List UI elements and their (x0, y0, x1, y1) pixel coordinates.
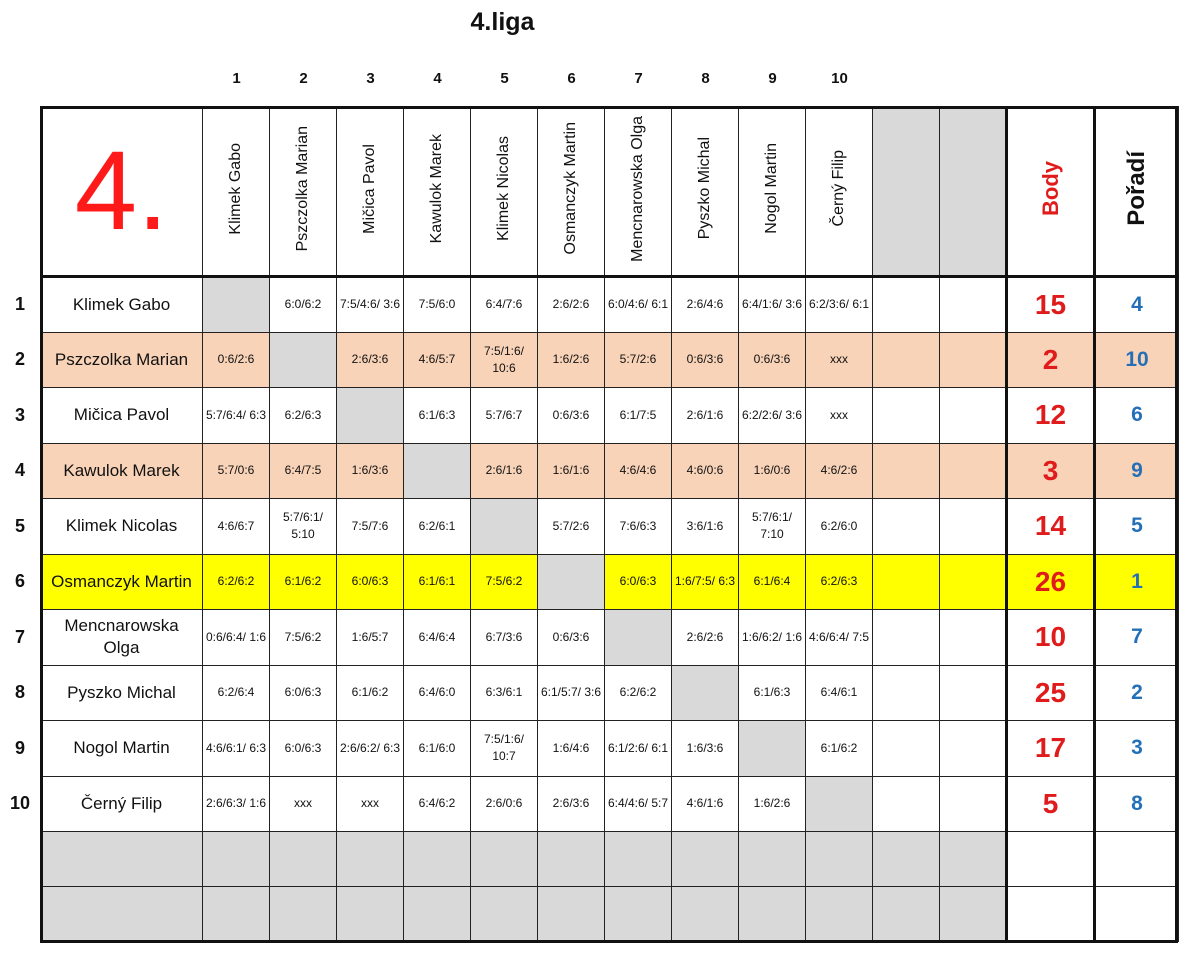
row-number: 3 (14, 404, 25, 425)
column-header-label: Klimek Nicolas (495, 136, 512, 241)
empty-cell (940, 554, 1007, 610)
empty-cell (940, 665, 1007, 721)
match-score: 6:2/6:2 (605, 665, 672, 721)
empty-cell (605, 832, 672, 887)
points-value: 10 (1007, 610, 1095, 666)
match-score: 6:0/6:2 (270, 277, 337, 333)
rank-header-cell (1095, 107, 1179, 277)
match-score: 7:5/6:2 (471, 554, 538, 610)
column-header (538, 107, 605, 277)
empty-cell (1095, 887, 1179, 942)
column-header-label: Mičica Pavol (361, 143, 378, 234)
empty-cell (739, 887, 806, 942)
column-number: 1 (232, 70, 241, 87)
row-number: 5 (14, 515, 25, 536)
empty-cell (41, 832, 203, 887)
league-table (40, 106, 1179, 942)
row-number: 6 (14, 571, 25, 592)
row-number: 4 (14, 460, 25, 481)
column-number: 3 (366, 70, 375, 87)
empty-cell (806, 832, 873, 887)
table-row (41, 610, 1179, 666)
empty-cell (203, 832, 270, 887)
match-score: 7:5/6:0 (404, 277, 471, 333)
header-row (41, 107, 1179, 277)
match-score: 4:6/5:7 (404, 332, 471, 388)
points-value: 12 (1007, 388, 1095, 444)
match-score: 6:2/6:3 (270, 388, 337, 444)
empty-cell (404, 832, 471, 887)
row-number: 2 (14, 349, 25, 370)
self-match-cell (404, 443, 471, 499)
match-score: 5:7/0:6 (203, 443, 270, 499)
empty-cell (940, 443, 1007, 499)
self-match-cell (270, 332, 337, 388)
empty-cell (471, 832, 538, 887)
match-score: xxx (270, 776, 337, 832)
match-score: 6:0/6:3 (337, 554, 404, 610)
table-row (41, 332, 1179, 388)
empty-cell (1095, 832, 1179, 887)
self-match-cell (337, 388, 404, 444)
column-number: 9 (768, 70, 777, 87)
empty-cell (1007, 887, 1095, 942)
column-header (337, 107, 404, 277)
column-header (404, 107, 471, 277)
match-score: 4:6/1:6 (672, 776, 739, 832)
match-score: 5:7/2:6 (605, 332, 672, 388)
player-name: Černý Filip (41, 776, 203, 832)
empty-cell (940, 332, 1007, 388)
match-score: 5:7/6:1/ 7:10 (739, 499, 806, 555)
match-score: 2:6/6:2/ 6:3 (337, 721, 404, 777)
match-score: 6:0/6:3 (270, 665, 337, 721)
column-number: 5 (500, 70, 509, 87)
column-header (605, 107, 672, 277)
table-row (41, 388, 1179, 444)
match-score: 1:6/3:6 (337, 443, 404, 499)
empty-cell (873, 277, 940, 333)
rank-value: 10 (1095, 332, 1179, 388)
match-score: 6:1/5:7/ 3:6 (538, 665, 605, 721)
rank-value: 4 (1095, 277, 1179, 333)
self-match-cell (806, 776, 873, 832)
match-score: 0:6/6:4/ 1:6 (203, 610, 270, 666)
empty-cell (873, 554, 940, 610)
match-score: 6:0/6:3 (270, 721, 337, 777)
player-name: Pszczolka Marian (41, 332, 203, 388)
match-score: 6:4/6:4 (404, 610, 471, 666)
self-match-cell (672, 665, 739, 721)
match-score: 6:2/6:0 (806, 499, 873, 555)
match-score: 6:2/3:6/ 6:1 (806, 277, 873, 333)
column-header (270, 107, 337, 277)
column-number: 2 (299, 70, 308, 87)
empty-cell (940, 721, 1007, 777)
column-header-label: Pyszko Michal (696, 137, 713, 240)
player-name: Mencnarowska Olga (41, 610, 203, 666)
match-score: 6:1/6:0 (404, 721, 471, 777)
match-score: 7:5/6:2 (270, 610, 337, 666)
match-score: 4:6/6:4/ 7:5 (806, 610, 873, 666)
self-match-cell (739, 721, 806, 777)
points-value: 26 (1007, 554, 1095, 610)
column-header (672, 107, 739, 277)
column-header-label: Černý Filip (830, 150, 847, 227)
empty-cell (605, 887, 672, 942)
match-score: 0:6/3:6 (739, 332, 806, 388)
empty-cell (940, 887, 1007, 942)
match-score: 0:6/3:6 (538, 610, 605, 666)
column-header-label: Kawulok Marek (428, 133, 445, 244)
rank-value: 6 (1095, 388, 1179, 444)
match-score: 6:3/6:1 (471, 665, 538, 721)
match-score: 6:7/3:6 (471, 610, 538, 666)
empty-cell (41, 887, 203, 942)
match-score: 0:6/2:6 (203, 332, 270, 388)
empty-cell (873, 721, 940, 777)
match-score: 1:6/2:6 (538, 332, 605, 388)
points-value: 14 (1007, 499, 1095, 555)
match-score: 2:6/4:6 (672, 277, 739, 333)
match-score: 3:6/1:6 (672, 499, 739, 555)
points-value: 17 (1007, 721, 1095, 777)
row-number: 10 (9, 793, 31, 814)
match-score: 4:6/0:6 (672, 443, 739, 499)
column-header (739, 107, 806, 277)
page-title: 4.liga (470, 8, 535, 36)
empty-cell (739, 832, 806, 887)
match-score: 6:1/6:3 (404, 388, 471, 444)
table-row (41, 554, 1179, 610)
table-row (41, 499, 1179, 555)
match-score: xxx (806, 388, 873, 444)
empty-cell (471, 887, 538, 942)
column-number: 6 (567, 70, 576, 87)
empty-cell (404, 887, 471, 942)
match-score: 6:4/1:6/ 3:6 (739, 277, 806, 333)
rank-value: 9 (1095, 443, 1179, 499)
column-number: 4 (433, 70, 442, 87)
match-score: 2:6/2:6 (672, 610, 739, 666)
match-score: 4:6/4:6 (605, 443, 672, 499)
empty-cell (672, 832, 739, 887)
match-score: 6:1/2:6/ 6:1 (605, 721, 672, 777)
match-score: 6:4/6:0 (404, 665, 471, 721)
empty-cell (538, 832, 605, 887)
self-match-cell (203, 277, 270, 333)
empty-cell (940, 277, 1007, 333)
row-number: 9 (14, 737, 25, 758)
match-score: 1:6/3:6 (672, 721, 739, 777)
match-score: 6:0/6:3 (605, 554, 672, 610)
empty-cell (873, 610, 940, 666)
self-match-cell (471, 499, 538, 555)
points-value: 25 (1007, 665, 1095, 721)
row-number: 1 (14, 293, 25, 314)
column-number: 10 (831, 70, 848, 87)
match-score: 2:6/1:6 (672, 388, 739, 444)
column-number: 7 (634, 70, 643, 87)
match-score: xxx (806, 332, 873, 388)
empty-cell (806, 887, 873, 942)
empty-cell (873, 499, 940, 555)
player-name: Klimek Nicolas (41, 499, 203, 555)
match-score: 5:7/6:7 (471, 388, 538, 444)
player-name: Pyszko Michal (41, 665, 203, 721)
match-score: 6:4/7:5 (270, 443, 337, 499)
empty-cell (940, 499, 1007, 555)
column-header (203, 107, 270, 277)
rank-value: 5 (1095, 499, 1179, 555)
match-score: 0:6/3:6 (672, 332, 739, 388)
match-score: 5:7/6:1/ 5:10 (270, 499, 337, 555)
column-number: 8 (701, 70, 710, 87)
column-header-label: Nogol Martin (763, 143, 780, 234)
match-score: 5:7/2:6 (538, 499, 605, 555)
table-row (41, 443, 1179, 499)
match-score: 5:7/6:4/ 6:3 (203, 388, 270, 444)
empty-cell (270, 832, 337, 887)
empty-header (873, 107, 940, 277)
column-header-label: Klimek Gabo (227, 142, 244, 235)
points-value: 3 (1007, 443, 1095, 499)
empty-cell (940, 388, 1007, 444)
empty-cell (337, 887, 404, 942)
match-score: 7:5/1:6/ 10:7 (471, 721, 538, 777)
match-score: 6:2/6:3 (806, 554, 873, 610)
column-header-label: Osmanczyk Martin (562, 122, 579, 255)
player-name: Nogol Martin (41, 721, 203, 777)
table-row (41, 776, 1179, 832)
empty-cell (940, 610, 1007, 666)
match-score: 6:4/6:1 (806, 665, 873, 721)
empty-cell (1007, 832, 1095, 887)
match-score: 6:1/6:1 (404, 554, 471, 610)
match-score: 7:5/1:6/ 10:6 (471, 332, 538, 388)
match-score: 6:2/6:1 (404, 499, 471, 555)
empty-cell (940, 776, 1007, 832)
player-name: Osmanczyk Martin (41, 554, 203, 610)
row-number: 7 (14, 626, 25, 647)
match-score: 6:1/6:2 (337, 665, 404, 721)
empty-cell (873, 776, 940, 832)
empty-header (940, 107, 1007, 277)
player-name: Kawulok Marek (41, 443, 203, 499)
match-score: 7:5/4:6/ 3:6 (337, 277, 404, 333)
match-score: 6:1/6:3 (739, 665, 806, 721)
match-score: 6:0/4:6/ 6:1 (605, 277, 672, 333)
player-name: Mičica Pavol (41, 388, 203, 444)
empty-cell (873, 832, 940, 887)
match-score: 7:6/6:3 (605, 499, 672, 555)
rank-value: 1 (1095, 554, 1179, 610)
match-score: 1:6/6:2/ 1:6 (739, 610, 806, 666)
self-match-cell (605, 610, 672, 666)
match-score: 6:4/6:2 (404, 776, 471, 832)
match-score: 1:6/7:5/ 6:3 (672, 554, 739, 610)
match-score: 1:6/2:6 (739, 776, 806, 832)
match-score: 6:1/7:5 (605, 388, 672, 444)
match-score: 6:1/6:2 (270, 554, 337, 610)
match-score: 2:6/1:6 (471, 443, 538, 499)
match-score: 6:1/6:4 (739, 554, 806, 610)
column-header-label: Mencnarowska Olga (629, 115, 646, 262)
match-score: 7:5/7:6 (337, 499, 404, 555)
rank-value: 2 (1095, 665, 1179, 721)
table-row (41, 665, 1179, 721)
column-header (471, 107, 538, 277)
match-score: 4:6/6:7 (203, 499, 270, 555)
match-score: 2:6/6:3/ 1:6 (203, 776, 270, 832)
rank-value: 8 (1095, 776, 1179, 832)
empty-cell (203, 887, 270, 942)
group-label: 4. (74, 128, 169, 253)
match-score: 6:4/4:6/ 5:7 (605, 776, 672, 832)
points-value: 5 (1007, 776, 1095, 832)
column-header-label: Pszczolka Marian (294, 125, 311, 252)
match-score: 6:1/6:2 (806, 721, 873, 777)
points-header: Body (1037, 161, 1063, 216)
empty-cell (672, 887, 739, 942)
empty-row (41, 832, 1179, 887)
empty-cell (873, 332, 940, 388)
match-score: 2:6/0:6 (471, 776, 538, 832)
match-score: 4:6/2:6 (806, 443, 873, 499)
empty-cell (940, 832, 1007, 887)
match-score: 2:6/3:6 (538, 776, 605, 832)
points-value: 15 (1007, 277, 1095, 333)
empty-cell (538, 887, 605, 942)
points-header-cell (1007, 107, 1095, 277)
empty-cell (873, 388, 940, 444)
group-cell (41, 107, 203, 277)
match-score: 6:2/6:2 (203, 554, 270, 610)
points-value: 2 (1007, 332, 1095, 388)
empty-cell (873, 665, 940, 721)
match-score: 6:4/7:6 (471, 277, 538, 333)
empty-cell (873, 443, 940, 499)
row-number: 8 (14, 682, 25, 703)
match-score: 6:2/6:4 (203, 665, 270, 721)
match-score: 1:6/0:6 (739, 443, 806, 499)
match-score: 2:6/2:6 (538, 277, 605, 333)
match-score: xxx (337, 776, 404, 832)
match-score: 4:6/6:1/ 6:3 (203, 721, 270, 777)
match-score: 0:6/3:6 (538, 388, 605, 444)
rank-value: 3 (1095, 721, 1179, 777)
column-header (806, 107, 873, 277)
table-row (41, 721, 1179, 777)
table-row (41, 277, 1179, 333)
match-score: 2:6/3:6 (337, 332, 404, 388)
rank-header: Pořadí (1123, 151, 1150, 226)
empty-cell (337, 832, 404, 887)
player-name: Klimek Gabo (41, 277, 203, 333)
match-score: 6:2/2:6/ 3:6 (739, 388, 806, 444)
match-score: 1:6/5:7 (337, 610, 404, 666)
self-match-cell (538, 554, 605, 610)
empty-cell (873, 887, 940, 942)
empty-cell (270, 887, 337, 942)
match-score: 1:6/4:6 (538, 721, 605, 777)
match-score: 1:6/1:6 (538, 443, 605, 499)
empty-row (41, 887, 1179, 942)
rank-value: 7 (1095, 610, 1179, 666)
